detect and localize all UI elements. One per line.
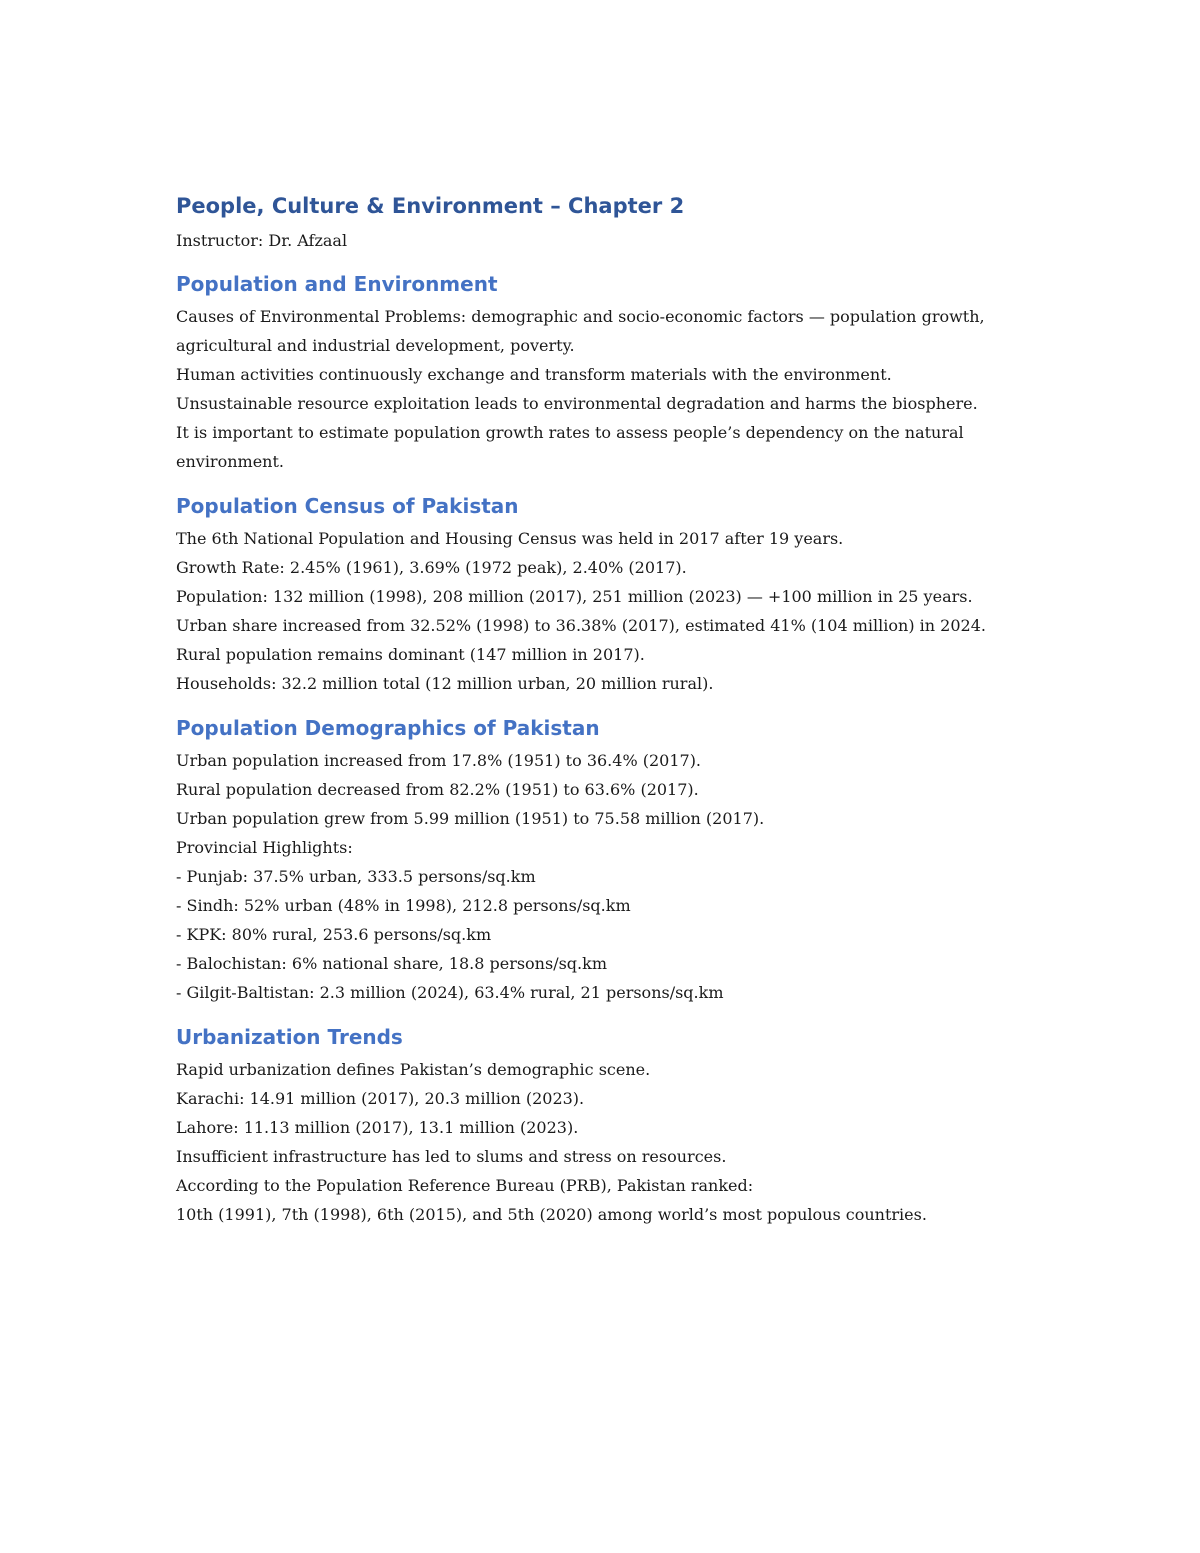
paragraph: Unsustainable resource exploitation leads to environmental degradation and harms the biosphere. [176, 394, 978, 413]
paragraph: Urban population increased from 17.8% (1951) to 36.4% (2017). [176, 751, 702, 770]
paragraph: Growth Rate: 2.45% (1961), 3.69% (1972 peak), 2.40% (2017). [176, 558, 687, 577]
paragraph: Urban population grew from 5.99 million (1951) to 75.58 million (2017). [176, 809, 765, 828]
provincial-highlights-label: Provincial Highlights: [176, 838, 353, 857]
list-item: - Punjab: 37.5% urban, 333.5 persons/sq.km [176, 867, 536, 886]
paragraph: Lahore: 11.13 million (2017), 13.1 million (2023). [176, 1118, 579, 1137]
paragraph: Causes of Environmental Problems: demographic and socio-economic factors — population growth, agricultural and industrial development, poverty. [176, 307, 985, 355]
paragraph: According to the Population Reference Bureau (PRB), Pakistan ranked: [176, 1176, 754, 1195]
section-heading: Population Census of Pakistan [176, 494, 519, 518]
list-item: - Gilgit-Baltistan: 2.3 million (2024), 63.4% rural, 21 persons/sq.km [176, 983, 724, 1002]
section-population-demographics [176, 712, 1046, 1007]
paragraph: 10th (1991), 7th (1998), 6th (2015), and 5th (2020) among world’s most populous countries. [176, 1205, 927, 1224]
instructor-line: Instructor: Dr. Afzaal [176, 231, 348, 250]
paragraph: Human activities continuously exchange and transform materials with the environment. [176, 365, 892, 384]
paragraph: Karachi: 14.91 million (2017), 20.3 million (2023). [176, 1089, 585, 1108]
section-heading: Population and Environment [176, 272, 498, 296]
section-urbanization-trends [176, 1021, 1046, 1229]
list-item: - Balochistan: 6% national share, 18.8 persons/sq.km [176, 954, 607, 973]
paragraph: The 6th National Population and Housing Census was held in 2017 after 19 years. [176, 529, 844, 548]
list-item: - Sindh: 52% urban (48% in 1998), 212.8 persons/sq.km [176, 896, 631, 915]
list-item: - KPK: 80% rural, 253.6 persons/sq.km [176, 925, 492, 944]
paragraph: Households: 32.2 million total (12 million urban, 20 million rural). [176, 674, 714, 693]
document-page [176, 190, 1046, 1243]
paragraph: It is important to estimate population growth rates to assess people’s dependency on the natural environment. [176, 423, 964, 471]
paragraph: Insufficient infrastructure has led to slums and stress on resources. [176, 1147, 727, 1166]
section-population-census [176, 490, 1046, 698]
paragraph: Urban share increased from 32.52% (1998) to 36.38% (2017), estimated 41% (104 million) in 2024. [176, 616, 986, 635]
paragraph: Rural population remains dominant (147 million in 2017). [176, 645, 645, 664]
paragraph: Population: 132 million (1998), 208 million (2017), 251 million (2023) — +100 million in 25 years. [176, 587, 973, 606]
paragraph: Rural population decreased from 82.2% (1951) to 63.6% (2017). [176, 780, 699, 799]
section-heading: Urbanization Trends [176, 1025, 403, 1049]
section-population-environment [176, 268, 1046, 476]
document-title: People, Culture & Environment – Chapter 2 [176, 194, 685, 218]
section-heading: Population Demographics of Pakistan [176, 716, 600, 740]
paragraph: Rapid urbanization defines Pakistan’s demographic scene. [176, 1060, 651, 1079]
